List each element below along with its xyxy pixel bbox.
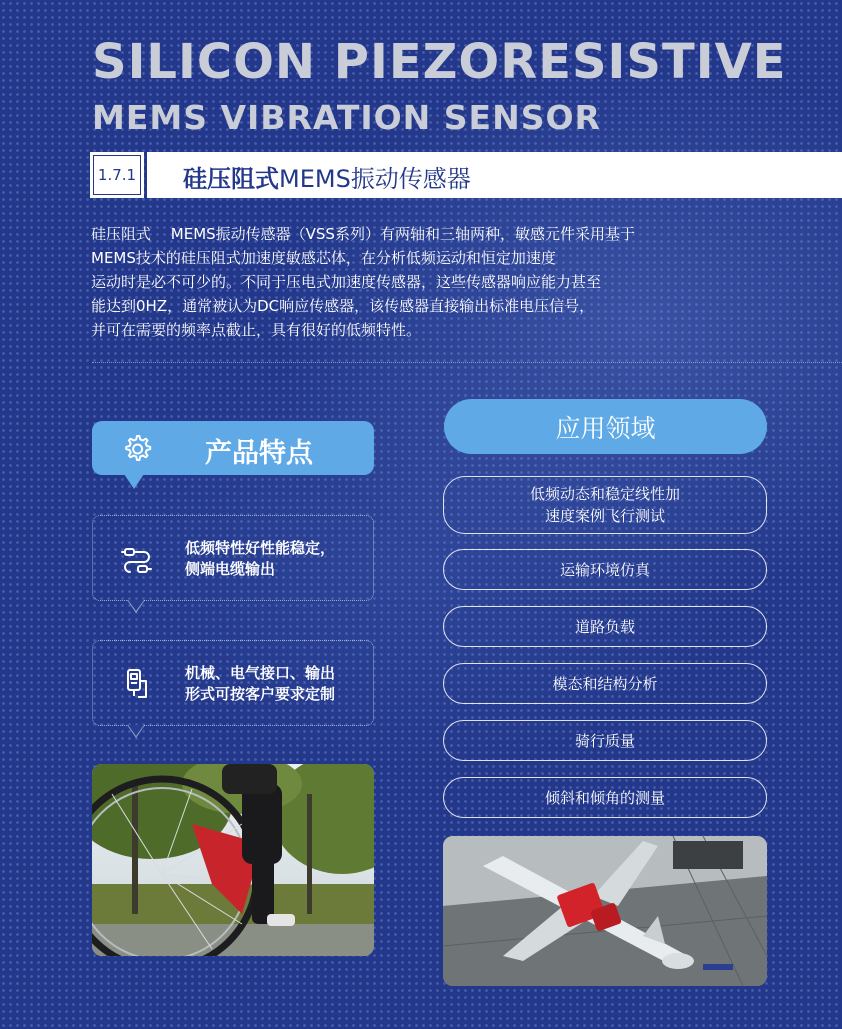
page-subtitle: MEMS VIBRATION SENSOR — [92, 98, 601, 137]
application-text: 低频动态和稳定线性加 — [529, 485, 680, 503]
section-title-bold: 硅压阻式 — [183, 165, 279, 193]
intro-line: 硅压阻式 MEMS振动传感器（VSS系列）有两轴和三轴两种，敏感元件采用基于 — [91, 225, 635, 243]
cable-connector-icon — [121, 542, 153, 576]
applications-header — [444, 399, 767, 454]
application-text: 模态和结构分析 — [552, 674, 658, 693]
application-item — [443, 663, 767, 704]
application-text: 倾斜和倾角的测量 — [544, 788, 665, 807]
intro-line: 并可在需要的频率点截止，具有很好的低频特性。 — [91, 321, 422, 339]
dotted-divider — [92, 362, 842, 363]
feature-text: 形式可按客户要求定制 — [185, 685, 336, 703]
page-title: SILICON PIEZORESISTIVE — [92, 34, 787, 90]
intro-line: MEMS技术的硅压阻式加速度敏感芯体，在分析低频运动和恒定加速度 — [91, 249, 556, 267]
wind-tunnel-photo — [443, 836, 767, 986]
feature-text: 侧端电缆输出 — [185, 560, 276, 578]
feature-item — [92, 515, 374, 601]
application-item — [443, 777, 767, 818]
intro-line: 能达到0HZ，通常被认为DC响应传感器，该传感器直接输出标准电压信号， — [91, 297, 595, 315]
feature-text: 低频特性好性能稳定， — [185, 539, 336, 557]
applications-header-label: 应用领域 — [555, 413, 656, 443]
application-item — [443, 549, 767, 590]
application-text: 骑行质量 — [574, 731, 635, 750]
application-item — [443, 720, 767, 761]
application-item — [443, 606, 767, 647]
section-number: 1.7.1 — [97, 166, 137, 184]
intro-line: 运动时是必不可少的。不同于压电式加速度传感器，这些传感器响应能力甚至 — [91, 273, 602, 291]
feature-text: 机械、电气接口、输出 — [185, 664, 336, 682]
features-header — [92, 421, 374, 475]
section-number-box — [90, 152, 144, 198]
feature-item — [92, 640, 374, 726]
section-title — [183, 159, 471, 194]
application-text: 速度案例飞行测试 — [544, 507, 665, 525]
features-header-label: 产品特点 — [205, 438, 313, 469]
section-title-rest: MEMS振动传感器 — [279, 165, 471, 193]
connector-plug-icon — [121, 667, 153, 701]
application-text: 运输环境仿真 — [559, 560, 650, 579]
application-text: 道路负载 — [574, 617, 635, 636]
application-item — [443, 476, 767, 534]
gear-icon — [122, 434, 152, 464]
intro-paragraph — [91, 222, 731, 342]
cycling-photo — [92, 764, 374, 956]
